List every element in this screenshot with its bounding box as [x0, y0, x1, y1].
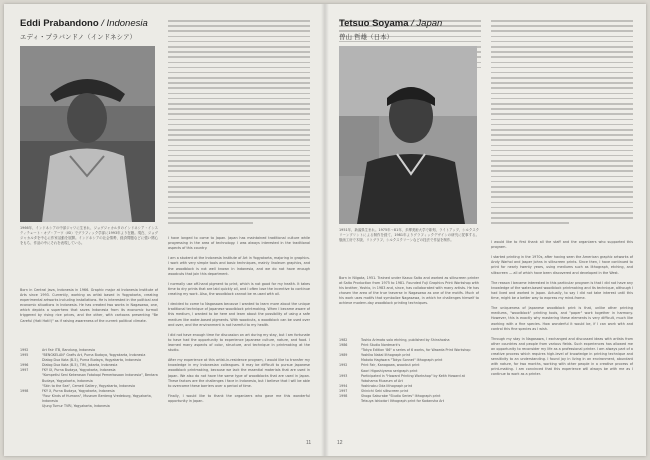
- cv-year: 1998: [339, 394, 348, 399]
- book-gutter: [321, 4, 329, 456]
- japanese-text-column: [168, 20, 310, 230]
- artist-photo: [339, 46, 477, 224]
- cv-text: Shogo Sakurabe "Studio Series" lithograph print: [361, 394, 441, 399]
- artist-essay: I have longed to come to Japan. Japan has maintained traditional culture while progressing in the area of technology. I was always interested in the traditional aspects of this country. I am a student at the Indonesia Institute of Art in Yogyakarta, majoring in graphics. I work with very simple tools and basic techniques, mainly linoleum graphics, and the woodblock is not well known in Indonesia, and we do not have enough woodcuts that join this department. I normally use off-hand pigment to print, which is not good for my health. It takes time to dry prints that are laid quickly oil, and I often lose the incentive to continue creating my work. Also, the woodblock cannot be re-used with oil. I decided to come to Nagasawa because I wanted to learn more about the unique traditional technique of Japanese woodblock printmaking. When I became aware of this medium, I wanted to be here and learn about the possibility of using a safe medium like water-based pigments. With woodcuts, a woodblock can be used over and over, and the environment is not harmful to my health. I did not have enough time for discussion on art during my stay, but I am fortunate to have had the opportunity to experience Japanese culture, nature, and food. I learned many aspects of color, structure, and technique in printmaking at the studio. After my experience at this artist-in-residence program, I would like to transfer my knowledge in my Indonesian colleagues. It may be difficult to pursue Japanese woodblock printmaking, because we lack the essential materials that are used in Japan. We also do not have the same type of woodblocks that are used in Japan. These factors are the challenges I face in Indonesia, but I believe that I will be able to overcome these barriers over a period of time. Finally, I would like to thank the organizers who gave me this wonderful opportunity in Japan.: [168, 236, 310, 403]
- photo-caption-japanese: 1966年、インドネシアの中部ジャワに生まれ、ジョグジャカルタのインドネシア・インスティテュート・オブ・アーツ（ISI）でグラフィック学部に1993年より在籍。現在、ジョグジャカルタを中心に作家活動を展開。インドネシアの社会情勢、経済問題などに強い関心をもち、作品の中にそれを表現している。: [20, 226, 158, 246]
- cv-year: 1996: [20, 363, 29, 368]
- cv-year: 1986: [339, 343, 348, 348]
- cv-year: 1997: [20, 368, 29, 373]
- cv-text: FKY X, Purna Budaya, Yogyakarta, Indonesia: [42, 388, 115, 393]
- artist-name-heading: [339, 18, 442, 29]
- cv-year: 1989: [339, 353, 348, 358]
- page-number: 11: [306, 440, 312, 446]
- artist-photo: [20, 46, 155, 222]
- cv-text: FKY IX, Purna Budaya, Yogyakarta, Indonesia: [42, 368, 116, 373]
- artist-bio: Born in Central Java, Indonesia in 1966. Graphic major at Indonesia Institute of Arts since 1993. Currently, working as artist based in Yogyakarta, creating experimental artworks including installations. He is interested in the political and economic situations in Indonesia. He has created two works in Nagasawa, one, which depicts a superhero that saves Indonesia from its economic turmoil triggered by rising rice prices, and the other, with cartoons presenting "Be Careful (Hati Hati!)" as if raising awareness of the current political climate.: [20, 288, 158, 323]
- artist-cv: [20, 348, 158, 448]
- left-page: [4, 4, 325, 456]
- page-number: 12: [337, 440, 343, 446]
- artist-name: Eddi Prabandono: [20, 18, 99, 29]
- cv-row: [20, 404, 158, 409]
- cv-row: [20, 373, 158, 383]
- artist-name-japanese: エディ・プラバンドノ（インドネシア）: [20, 33, 137, 41]
- cv-year: [20, 394, 42, 404]
- cv-year: [339, 399, 361, 404]
- cv-text: Dialog Dua Kota (B-5), Purna Budaya, Yogyakarta, Indonesia: [42, 358, 142, 363]
- cv-year: 1997: [339, 388, 348, 393]
- artist-name: Tetsuo Soyama: [339, 18, 409, 29]
- artist-cv: [339, 338, 479, 446]
- book-spread: [4, 4, 646, 456]
- cv-row: [339, 374, 479, 384]
- cv-year: 1994: [339, 383, 348, 388]
- artist-essay: I would like to first thank all the staff and the organizers who supported this program. I started printing in the 1970s, after having seen the American graphic artworks of Andy Warhol and Jasper Johns in silkscreen prints. Since then, I have continued to print for nearly twenty years, using mediums such as lithograph, etching, and silkscreen — all of which have been discovered and developed in the West. The reason I became interested in this particular program is that I did not have any knowledge of the water-based woodblock printmaking and its technique, although I had lived and worked in Japan. Actually, to say I did not take interest until this time, might be a better way to express my mind-frame. The uniqueness of Japanese woodblock print is that, unlike other printing mediums, "woodblock" printing tools, and "paper" work together in harmony. However, this is exactly why mastering these elements is very difficult, much like working with a fine species. How wonderful it would be, if I can work with and control this fine species as I wish. Through my stay in Nagasawa, I exchanged and discussed ideas with artists from other countries and people from various fields. Such experiences has allowed me an opportunity to reconsider my life as a professional printer. I am always part of a creative process which requires high-level of knowledge in printing technique and sensitivity to an understanding. I found joy in living in an environment, abundant with nature, for two months, working with other people in a creative process of print-making. I am convinced that this experience will always be with me as I continue to work as a printer.: [491, 240, 633, 377]
- cv-text: "BENGKELAN" Grafis Art, Purna Budaya, Yogyakarta, Indonesia: [42, 353, 146, 358]
- cv-text: "Kompetisi Seni Kekerasan Fotokopi Pemerkosaan Indonesia", Bentara Budaya, Yogyakarta, Indonesia: [42, 373, 158, 383]
- cv-year: 1992: [20, 348, 29, 352]
- right-page: [325, 4, 646, 456]
- cv-text: Yoshinobu Oda lithograph print: [361, 383, 413, 388]
- cv-year: [20, 404, 42, 409]
- cv-text: Tetsuya Ishiodori lithograph print for Kodansha Art: [361, 399, 445, 404]
- cv-text: Print Studio Nordmark's: [361, 343, 401, 348]
- cv-year: 1993: [339, 373, 348, 378]
- artist-name-japanese: 曽山 哲雄（日本）: [339, 33, 394, 41]
- cv-text: Ujung Tumur TVRI, Yogyakarta, Indonesia: [42, 404, 110, 409]
- cv-text: Print Fair, Kanagawa, woodcut print: [361, 363, 420, 368]
- cv-text: Makoto Hagiwara "Tokyo Sonnet" lithograph print: [361, 358, 443, 363]
- cv-text: "Tokyo Edition '86" a series of 6 works, for Waseda Print Workshop: [361, 348, 471, 353]
- cv-row: [339, 399, 479, 404]
- cv-year: [20, 373, 42, 383]
- japanese-text-column: [491, 20, 633, 235]
- cv-text: Yoshiko Nakai lithograph print: [361, 353, 411, 358]
- artist-country: / Indonesia: [101, 18, 148, 29]
- cv-text: Dialog Dua Kota (B-5), TIM, Jakarta, Indonesia: [42, 363, 118, 368]
- cv-text: Shinichi Seki silkscreen print: [361, 388, 409, 393]
- photo-caption-japanese: 1951年、新潟県生まれ。1975年～81年、多摩美術大学で彫刻、ライトアップ、シルクスクリーンプリントによる制作を経て、1981年よりグラフィックデザインの研究に従事する。版画工房で木版、リトグラフ、シルクスクリーンなどの技法で作品を制作。: [339, 228, 479, 243]
- artist-name-heading: [20, 18, 148, 29]
- cv-text: Kaori Higashiyama serigraph print: [361, 368, 418, 373]
- cv-text: Participated in "Howard Printing Workshop" by Keith Howard at Yokohama Museum of Art: [361, 373, 465, 383]
- artist-bio: Born in Niigata, 1951. Trained under Kazuo Saito and worked as silkscreen printer at Saito Production from 1975 to 1981. Founded Fuji Graphics Print Workshop with his brother, Yoshio, in 1983 and, since, has collaborated with many artists. He has chosen the area of the true traverse in Nagasawa as one of the motifs. Much of his work uses motifs that symbolize Nagasawa, in which he challenges himself to achieve modern-day woodblock printing techniques.: [339, 276, 479, 306]
- cv-year: 1992: [339, 363, 348, 368]
- cv-year: 1995: [20, 353, 29, 358]
- cv-text: "Skin to the Sea", Cemeti Gallery, Yogyakarta, Indonesia: [42, 383, 136, 388]
- cv-text: Toshio Arimoto solo etching, published by Shinshosha: [361, 338, 450, 342]
- cv-row: [20, 394, 158, 404]
- cv-text: "Four Kinds of Humans", Museum Benteng Vredeburg, Yogyakarta, Indonesia: [42, 393, 152, 403]
- cv-year: 1982: [339, 338, 348, 342]
- cv-year: 1998: [20, 388, 29, 393]
- artist-country: / Japan: [411, 18, 443, 29]
- cv-text: Art Fair ITB, Bandung, Indonesia: [42, 348, 96, 352]
